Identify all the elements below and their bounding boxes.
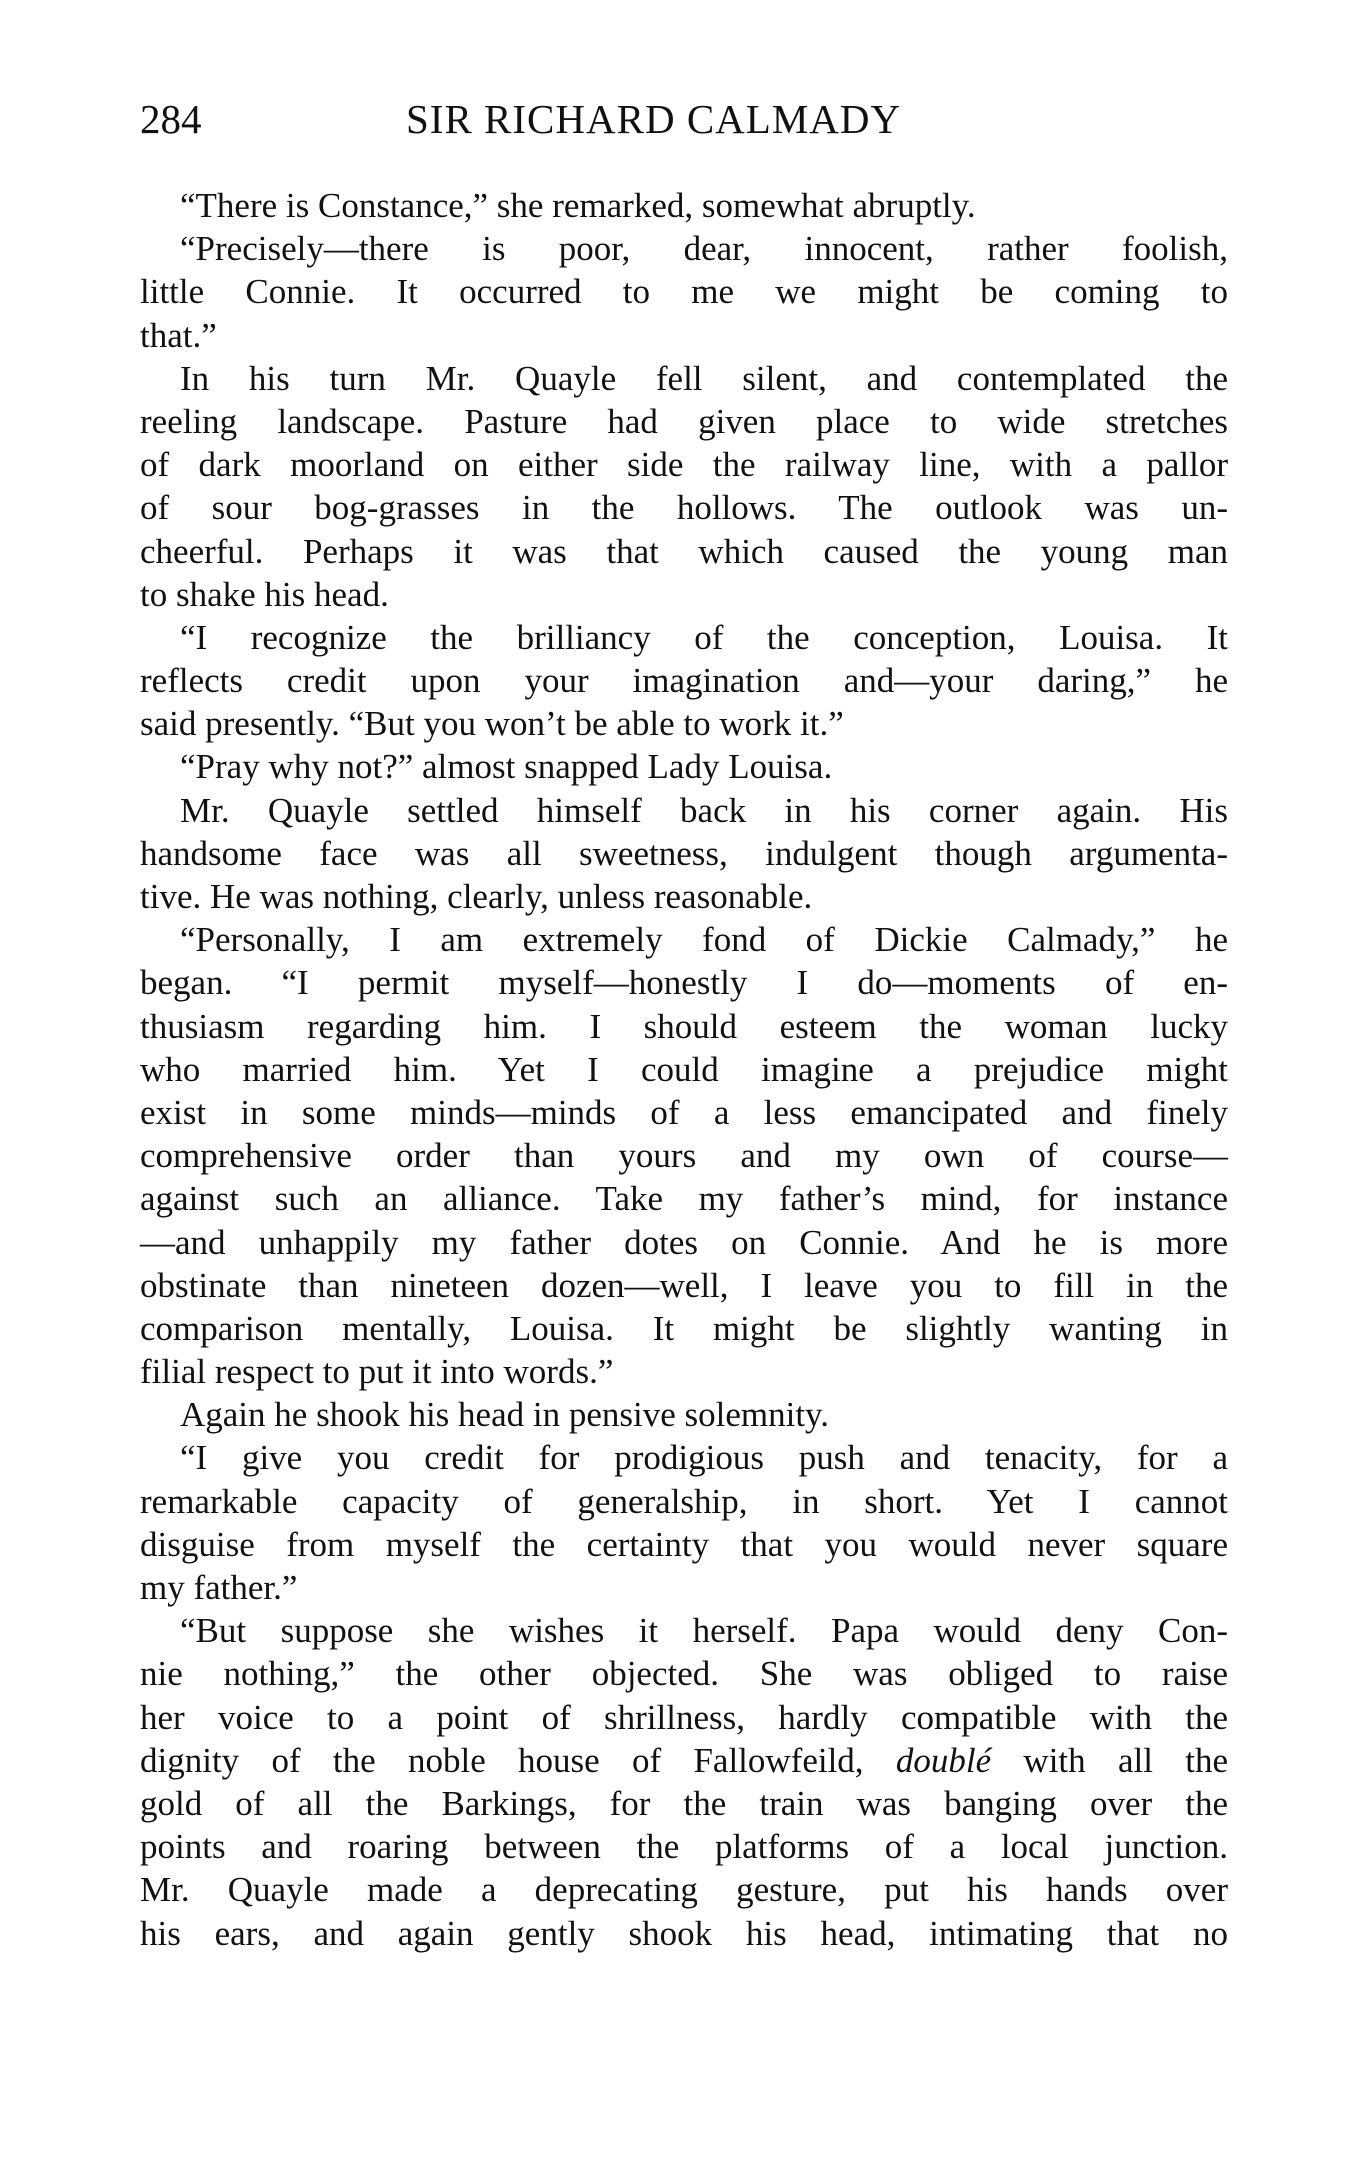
text-line: cheerful. Perhaps it was that which caused the young man: [140, 531, 1228, 571]
paragraph: [140, 227, 1228, 357]
text-line: my father.”: [140, 1568, 298, 1607]
text-line: remarkable capacity of generalship, in short. Yet I cannot: [140, 1481, 1228, 1521]
text-line: obstinate than nineteen dozen—well, I leave you to fill in the: [140, 1265, 1228, 1305]
text-line: nie nothing,” the other objected. She was obliged to raise: [140, 1654, 1228, 1694]
text-line: little Connie. It occurred to me we might be coming to: [140, 272, 1228, 312]
text-line: “But suppose she wishes it herself. Papa would deny Con-: [180, 1611, 1228, 1651]
paragraph: [140, 745, 1228, 788]
text-line: “I recognize the brilliancy of the conception, Louisa. It: [180, 617, 1228, 657]
running-title: SIR RICHARD CALMADY: [406, 96, 902, 142]
text-line: his ears, and again gently shook his head, intimating that no: [140, 1913, 1228, 1953]
text-line: “Precisely—there is poor, dear, innocent, rather foolish,: [180, 229, 1228, 269]
text-line: said presently. “But you won’t be able to work it.”: [140, 704, 844, 744]
text-line: comprehensive order than yours and my own of course—: [140, 1136, 1228, 1176]
text-line: began. “I permit myself—honestly I do—moments of en-: [140, 963, 1228, 1003]
text-line: “There is Constance,” she remarked, somewhat abruptly.: [180, 186, 976, 225]
text-line: her voice to a point of shrillness, hardly compatible with the: [140, 1697, 1228, 1737]
text-line: against such an alliance. Take my father’s mind, for instance: [140, 1179, 1228, 1219]
paragraph: [140, 918, 1228, 1393]
text-line: —and unhappily my father dotes on Connie. And he is more: [140, 1222, 1228, 1262]
text-line: In his turn Mr. Quayle fell silent, and contemplated the: [180, 358, 1228, 398]
paragraph: [140, 1393, 1228, 1436]
text-line: Mr. Quayle made a deprecating gesture, put his hands over: [140, 1870, 1228, 1910]
text-line: disguise from myself the certainty that you would never square: [140, 1524, 1228, 1564]
text-line: reflects credit upon your imagination and—your daring,” he: [140, 661, 1228, 701]
body-text: [140, 184, 1228, 1955]
paragraph: [140, 357, 1228, 616]
text-line: thusiasm regarding him. I should esteem the woman lucky: [140, 1006, 1228, 1046]
text-line: [140, 1739, 1228, 1782]
running-header: [140, 92, 1228, 146]
paragraph: [140, 1609, 1228, 1955]
paragraph: [140, 184, 1228, 227]
text-line: points and roaring between the platforms of a local junction.: [140, 1827, 1228, 1867]
text-line: “I give you credit for prodigious push and tenacity, for a: [180, 1438, 1228, 1478]
text-line: gold of all the Barkings, for the train was banging over the: [140, 1783, 1228, 1823]
text-line: that.”: [140, 315, 217, 355]
text-line: of dark moorland on either side the railway line, with a pallor: [140, 445, 1228, 485]
text-line: to shake his head.: [140, 574, 389, 614]
text-line: reeling landscape. Pasture had given place to wide stretches: [140, 401, 1228, 441]
text-line: exist in some minds—minds of a less emancipated and finely: [140, 1092, 1228, 1132]
text-line: tive. He was nothing, clearly, unless reasonable.: [140, 877, 813, 916]
page-number: 284: [140, 96, 202, 142]
text-line: comparison mentally, Louisa. It might be slightly wanting in: [140, 1308, 1228, 1348]
text-line: “Pray why not?” almost snapped Lady Louisa.: [180, 747, 833, 787]
text-line: Mr. Quayle settled himself back in his corner again. His: [180, 790, 1228, 830]
italic-word: doublé: [895, 1740, 992, 1780]
text-line: who married him. Yet I could imagine a prejudice might: [140, 1049, 1228, 1089]
text-line: “Personally, I am extremely fond of Dickie Calmady,” he: [180, 920, 1228, 960]
text-line: Again he shook his head in pensive solemnity.: [180, 1395, 830, 1435]
text-line: handsome face was all sweetness, indulgent though argumenta-: [140, 833, 1228, 873]
paragraph: [140, 789, 1228, 919]
text-line: of sour bog-grasses in the hollows. The outlook was un-: [140, 488, 1228, 528]
text-span: dignity of the noble house of Fallowfeild,: [140, 1740, 896, 1780]
paragraph: [140, 1436, 1228, 1609]
paragraph: [140, 616, 1228, 746]
text-line: filial respect to put it into words.”: [140, 1352, 614, 1392]
text-span: with all the: [991, 1740, 1228, 1780]
